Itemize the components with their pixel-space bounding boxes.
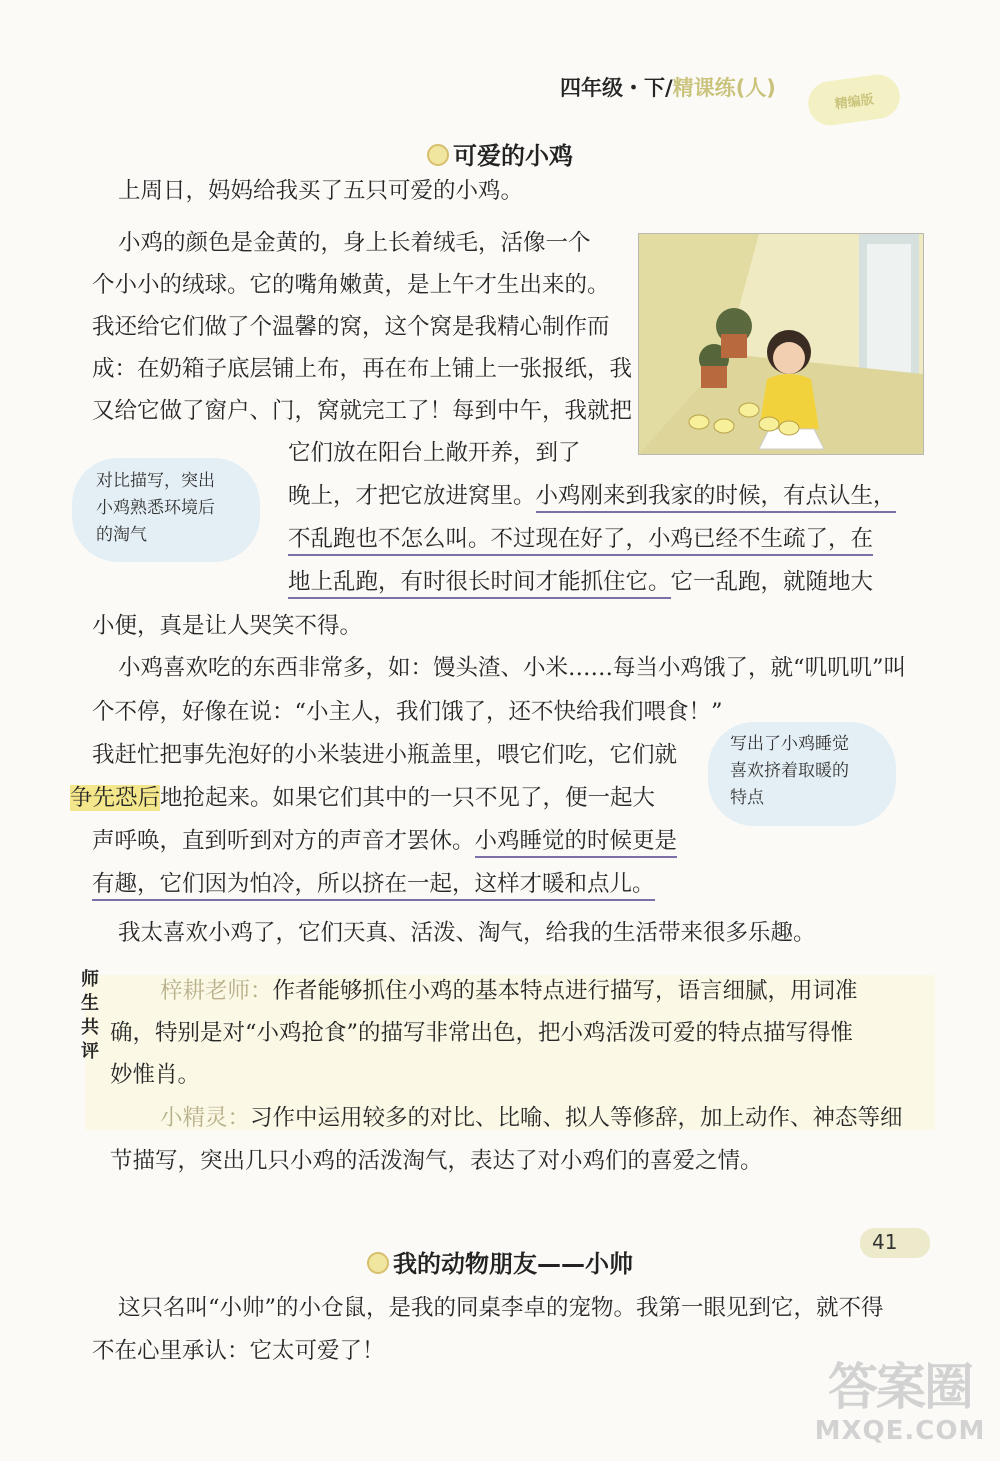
- note-left-line3: 的淘气: [96, 525, 147, 545]
- essay1-p3-line5-a: 声呼唤，直到听到对方的声音才罢休。: [92, 828, 475, 854]
- essay1-p3-line4: [70, 783, 655, 813]
- essay1-p3-line2: 个不停，好像在说：“小主人，我们饿了，还不快给我们喂食！”: [92, 699, 723, 725]
- review-label: [78, 968, 102, 1064]
- series-label: 精课练(人): [672, 76, 776, 100]
- page-header: [560, 72, 776, 102]
- review-student-line1: [160, 1103, 903, 1133]
- review-student-line2: 节描写，突出几只小鸡的活泼淘气，表达了对小鸡们的喜爱之情。: [110, 1148, 763, 1174]
- note-right-line2: 喜欢挤着取暖的: [730, 761, 849, 781]
- essay1-p4: 我太喜欢小鸡了，它们天真、活泼、淘气，给我的生活带来很多乐趣。: [118, 920, 816, 946]
- essay1-p2-line7-a: 晚上，才把它放进窝里。: [288, 483, 536, 509]
- essay1-p2-line10: 小便，真是让人哭笑不得。: [92, 613, 363, 639]
- essay1-p2-line7: [288, 481, 896, 511]
- review-teacher-line2: 确，特别是对“小鸡抢食”的描写非常出色，把小鸡活泼可爱的特点描写得惟: [110, 1020, 854, 1046]
- essay1-p3-line3: 我赶忙把事先泡好的小米装进小瓶盖里，喂它们吃，它们就: [92, 742, 678, 768]
- essay1-p2-line3: 我还给它们做了个温馨的窝，这个窝是我精心制作而: [92, 314, 610, 340]
- essay1-p2-line8: [288, 524, 873, 554]
- illustration-girl-chicks: [638, 233, 924, 455]
- essay1-p3-line6-underlined: 有趣，它们因为怕冷，所以挤在一起，这样才暖和点儿。: [92, 871, 655, 901]
- watermark-logo: [810, 1358, 990, 1454]
- essay1-title-text: 可爱的小鸡: [453, 142, 573, 170]
- essay1-p2-line9: [288, 567, 873, 597]
- essay1-p3-line4-b: 地抢起来。如果它们其中的一只不见了，便一起大: [160, 785, 656, 811]
- review-label-char: 共: [81, 1017, 99, 1038]
- essay1-p3-line5-underlined: 小鸡睡觉的时候更是: [475, 828, 678, 858]
- essay1-p2-line2: 个小小的绒球。它的嘴角嫩黄，是上午才生出来的。: [92, 272, 610, 298]
- essay2-title: [0, 1244, 1000, 1279]
- review-student-name: 小精灵：: [160, 1105, 251, 1131]
- essay1-p2-line8-underlined: 不乱跑也不怎么叫。不过现在好了，小鸡已经不生疏了，在: [288, 526, 873, 556]
- essay1-p1: 上周日，妈妈给我买了五只可爱的小鸡。: [118, 178, 524, 204]
- note-left-line1: 对比描写，突出: [96, 471, 215, 491]
- essay1-p2-line9-b: 它一乱跑，就随地大: [670, 569, 874, 595]
- title-bullet-icon: [367, 1252, 389, 1274]
- essay2-title-text: 我的动物朋友——小帅: [393, 1250, 633, 1278]
- edition-badge: 精编版: [805, 72, 902, 128]
- review-label-char: 生: [81, 993, 99, 1014]
- review-label-char: 师: [81, 969, 99, 990]
- essay1-p3-line1: 小鸡喜欢吃的东西非常多，如：馒头渣、小米……每当小鸡饿了，就“叽叽叽”叫: [118, 655, 907, 681]
- essay1-p2-line7-underlined: 小鸡刚来到我家的时候，有点认生，: [536, 483, 896, 513]
- essay2-line2: 不在心里承认：它太可爱了！: [92, 1338, 385, 1364]
- review-teacher-line1: [160, 976, 858, 1006]
- review-label-char: 评: [81, 1041, 99, 1062]
- essay1-highlight-phrase: 争先恐后: [70, 785, 161, 811]
- review-teacher-name: 梓耕老师：: [160, 978, 273, 1004]
- essay1-p2-line1: 小鸡的颜色是金黄的，身上长着绒毛，活像一个: [118, 230, 591, 256]
- essay1-p2-line4: 成：在奶箱子底层铺上布，再在布上铺上一张报纸，我: [92, 356, 633, 382]
- essay1-p2-line6: 它们放在阳台上敞开养，到了: [288, 440, 581, 466]
- review-student-text: 习作中运用较多的对比、比喻、拟人等修辞，加上动作、神态等细: [250, 1105, 903, 1131]
- note-right-line3: 特点: [730, 788, 764, 808]
- essay1-p3-line5: [92, 826, 677, 856]
- watermark-top: 答案圈: [828, 1358, 972, 1416]
- note-right-line1: 写出了小鸡睡觉: [730, 734, 849, 754]
- page-number: 41: [872, 1230, 898, 1254]
- essay1-p3-line6: [92, 869, 655, 899]
- review-teacher-line3: 妙惟肖。: [110, 1062, 201, 1088]
- illustration-svg: [639, 234, 923, 454]
- note-left-line2: 小鸡熟悉环境后: [96, 498, 215, 518]
- essay1-p2-line9-underlined: 地上乱跑，有时很长时间才能抓住它。: [288, 569, 671, 599]
- essay2-line1: 这只名叫“小帅”的小仓鼠，是我的同桌李卓的宠物。我第一眼见到它，就不得: [118, 1295, 884, 1321]
- title-bullet-icon: [427, 144, 449, 166]
- essay1-p2-line5: 又给它做了窗户、门，窝就完工了！每到中午，我就把: [92, 398, 633, 424]
- watermark-bottom: MXQE.COM: [814, 1416, 986, 1446]
- review-teacher-text: 作者能够抓住小鸡的基本特点进行描写，语言细腻，用词准: [272, 978, 858, 1004]
- essay1-title: [0, 136, 1000, 171]
- grade-label: 四年级・下/: [560, 76, 673, 100]
